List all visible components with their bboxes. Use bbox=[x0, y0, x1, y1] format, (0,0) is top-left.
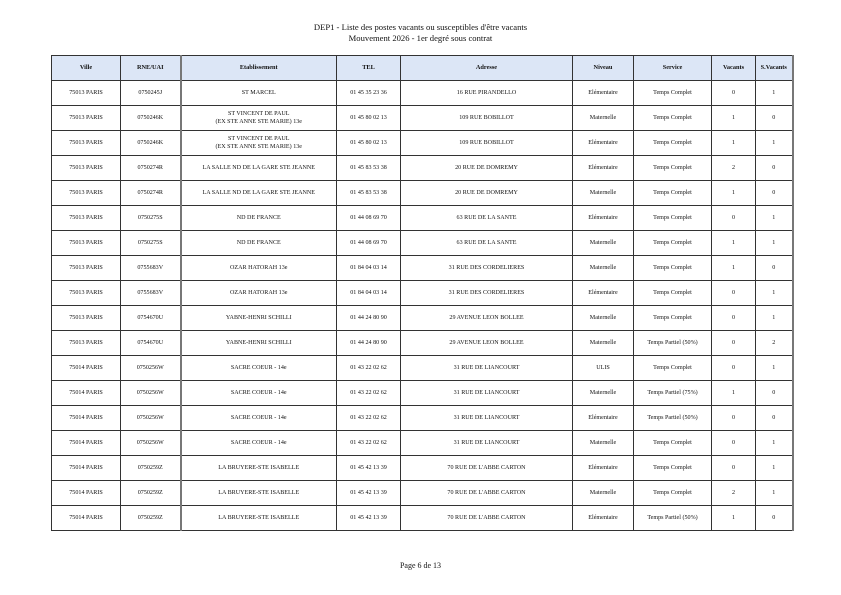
cell-adresse: 70 RUE DE L'ABBE CARTON bbox=[401, 456, 573, 481]
cell-vacants: 2 bbox=[712, 156, 756, 181]
cell-niveau: Elémentaire bbox=[573, 406, 634, 431]
cell-vacants: 1 bbox=[712, 506, 756, 531]
cell-service: Temps Complet bbox=[634, 131, 712, 156]
cell-etablissement bbox=[181, 356, 337, 381]
cell-adresse: 109 RUE BOBILLOT bbox=[401, 106, 573, 131]
cell-vacants: 2 bbox=[712, 481, 756, 506]
cell-rne: 0750259Z bbox=[121, 456, 181, 481]
cell-etablissement bbox=[181, 206, 337, 231]
cell-etablissement bbox=[181, 406, 337, 431]
cell-tel: 01 45 83 53 38 bbox=[337, 156, 401, 181]
cell-service: Temps Complet bbox=[634, 431, 712, 456]
cell-niveau: Maternelle bbox=[573, 106, 634, 131]
cell-rne: 0754670U bbox=[121, 306, 181, 331]
cell-rne: 0750256W bbox=[121, 406, 181, 431]
cell-ville: 75013 PARIS bbox=[52, 106, 121, 131]
table-row bbox=[52, 131, 793, 156]
table-row bbox=[52, 181, 793, 206]
cell-tel: 01 84 04 03 14 bbox=[337, 256, 401, 281]
etablissement-line: LA BRUYERE-STE ISABELLE bbox=[218, 465, 300, 471]
table-row bbox=[52, 256, 793, 281]
etablissement-line: SACRE COEUR - 14e bbox=[230, 390, 287, 396]
column-header-service: Service bbox=[634, 56, 712, 81]
cell-vacants: 1 bbox=[712, 181, 756, 206]
cell-service: Temps Complet bbox=[634, 306, 712, 331]
cell-svacants: 1 bbox=[756, 231, 793, 256]
cell-adresse: 31 RUE DE LIANCOURT bbox=[401, 356, 573, 381]
etablissement-line: (EX STE ANNE STE MARIE) 13e bbox=[215, 119, 302, 125]
cell-service: Temps Complet bbox=[634, 206, 712, 231]
cell-adresse: 63 RUE DE LA SANTE bbox=[401, 231, 573, 256]
column-header-niveau: Niveau bbox=[573, 56, 634, 81]
cell-tel: 01 43 22 02 62 bbox=[337, 431, 401, 456]
cell-etablissement bbox=[181, 306, 337, 331]
cell-niveau: Maternelle bbox=[573, 331, 634, 356]
cell-adresse: 31 RUE DE LIANCOURT bbox=[401, 431, 573, 456]
cell-niveau: Maternelle bbox=[573, 481, 634, 506]
etablissement-line: ST VINCENT DE PAUL bbox=[227, 136, 290, 142]
etablissement-line: OZAR HATORAH 13e bbox=[230, 290, 288, 296]
cell-rne: 0750246K bbox=[121, 106, 181, 131]
cell-ville: 75013 PARIS bbox=[52, 206, 121, 231]
cell-ville: 75014 PARIS bbox=[52, 456, 121, 481]
cell-rne: 0754670U bbox=[121, 331, 181, 356]
cell-etablissement bbox=[181, 381, 337, 406]
table-row bbox=[52, 281, 793, 306]
cell-ville: 75013 PARIS bbox=[52, 331, 121, 356]
cell-etablissement bbox=[181, 281, 337, 306]
etablissement-line: ST MARCEL bbox=[241, 90, 276, 96]
cell-vacants: 1 bbox=[712, 256, 756, 281]
cell-vacants: 1 bbox=[712, 381, 756, 406]
page-number: Page 6 de 13 bbox=[399, 561, 442, 570]
cell-tel: 01 43 22 02 62 bbox=[337, 381, 401, 406]
table-row bbox=[52, 356, 793, 381]
cell-rne: 0750245J bbox=[121, 81, 181, 106]
table-row bbox=[52, 481, 793, 506]
etablissement-line: YABNE-HENRI SCHILLI bbox=[225, 340, 292, 346]
cell-service: Temps Complet bbox=[634, 481, 712, 506]
cell-rne: 0755683V bbox=[121, 256, 181, 281]
cell-rne: 0750256W bbox=[121, 381, 181, 406]
cell-tel: 01 45 35 23 36 bbox=[337, 81, 401, 106]
cell-tel: 01 45 42 13 39 bbox=[337, 481, 401, 506]
cell-vacants: 0 bbox=[712, 456, 756, 481]
cell-etablissement bbox=[181, 106, 337, 131]
etablissement-line: SACRE COEUR - 14e bbox=[230, 415, 287, 421]
cell-rne: 0750274R bbox=[121, 156, 181, 181]
cell-ville: 75013 PARIS bbox=[52, 156, 121, 181]
table-row bbox=[52, 331, 793, 356]
cell-service: Temps Complet bbox=[634, 281, 712, 306]
cell-svacants: 0 bbox=[756, 106, 793, 131]
cell-niveau: Maternelle bbox=[573, 181, 634, 206]
etablissement-line: ND DE FRANCE bbox=[236, 240, 281, 246]
cell-vacants: 0 bbox=[712, 81, 756, 106]
vacancies-table bbox=[51, 55, 794, 531]
cell-adresse: 63 RUE DE LA SANTE bbox=[401, 206, 573, 231]
cell-niveau: Maternelle bbox=[573, 306, 634, 331]
cell-tel: 01 45 83 53 38 bbox=[337, 181, 401, 206]
cell-vacants: 0 bbox=[712, 331, 756, 356]
cell-adresse: 29 AVENUE LEON BOLLEE bbox=[401, 331, 573, 356]
cell-service: Temps Partiel (50%) bbox=[634, 506, 712, 531]
cell-adresse: 29 AVENUE LEON BOLLEE bbox=[401, 306, 573, 331]
cell-tel: 01 45 80 02 13 bbox=[337, 106, 401, 131]
cell-niveau: Maternelle bbox=[573, 431, 634, 456]
table-row bbox=[52, 106, 793, 131]
cell-niveau: Elémentaire bbox=[573, 81, 634, 106]
cell-niveau: Elémentaire bbox=[573, 456, 634, 481]
cell-niveau: Elémentaire bbox=[573, 131, 634, 156]
table-row bbox=[52, 431, 793, 456]
cell-svacants: 0 bbox=[756, 506, 793, 531]
cell-vacants: 0 bbox=[712, 306, 756, 331]
cell-adresse: 31 RUE DES CORDELIERES bbox=[401, 281, 573, 306]
cell-svacants: 1 bbox=[756, 81, 793, 106]
cell-adresse: 20 RUE DE DOMREMY bbox=[401, 181, 573, 206]
etablissement-line: LA BRUYERE-STE ISABELLE bbox=[218, 490, 300, 496]
cell-svacants: 1 bbox=[756, 281, 793, 306]
cell-service: Temps Complet bbox=[634, 456, 712, 481]
column-header-tel: TEL bbox=[337, 56, 401, 81]
cell-etablissement bbox=[181, 256, 337, 281]
cell-tel: 01 45 42 13 39 bbox=[337, 456, 401, 481]
cell-adresse: 31 RUE DE LIANCOURT bbox=[401, 406, 573, 431]
cell-ville: 75013 PARIS bbox=[52, 181, 121, 206]
table-row bbox=[52, 506, 793, 531]
cell-ville: 75014 PARIS bbox=[52, 356, 121, 381]
cell-ville: 75013 PARIS bbox=[52, 281, 121, 306]
etablissement-line: (EX STE ANNE STE MARIE) 13e bbox=[215, 144, 302, 150]
title-line-2: Mouvement 2026 - 1er degré sous contrat bbox=[348, 33, 493, 43]
cell-etablissement bbox=[181, 481, 337, 506]
cell-ville: 75014 PARIS bbox=[52, 381, 121, 406]
etablissement-line: LA SALLE ND DE LA GARE STE JEANNE bbox=[202, 165, 316, 171]
etablissement-line: ST VINCENT DE PAUL bbox=[227, 111, 290, 117]
cell-svacants: 1 bbox=[756, 456, 793, 481]
cell-svacants: 1 bbox=[756, 206, 793, 231]
table-row bbox=[52, 81, 793, 106]
cell-rne: 0750259Z bbox=[121, 481, 181, 506]
cell-service: Temps Partiel (50%) bbox=[634, 406, 712, 431]
cell-niveau: ULIS bbox=[573, 356, 634, 381]
cell-ville: 75014 PARIS bbox=[52, 406, 121, 431]
cell-rne: 0750274R bbox=[121, 181, 181, 206]
cell-svacants: 0 bbox=[756, 406, 793, 431]
table-row bbox=[52, 306, 793, 331]
table-row bbox=[52, 156, 793, 181]
cell-adresse: 109 RUE BOBILLOT bbox=[401, 131, 573, 156]
document-title bbox=[0, 22, 841, 44]
title-line-1: DEP1 - Liste des postes vacants ou susceptibles d'être vacants bbox=[313, 22, 528, 32]
cell-ville: 75014 PARIS bbox=[52, 481, 121, 506]
etablissement-line: ND DE FRANCE bbox=[236, 215, 281, 221]
cell-niveau: Elémentaire bbox=[573, 281, 634, 306]
cell-rne: 0750256W bbox=[121, 356, 181, 381]
cell-service: Temps Partiel (50%) bbox=[634, 331, 712, 356]
cell-vacants: 0 bbox=[712, 281, 756, 306]
cell-etablissement bbox=[181, 231, 337, 256]
table-row bbox=[52, 456, 793, 481]
cell-rne: 0750259Z bbox=[121, 506, 181, 531]
column-header-etablissement: Etablissement bbox=[181, 56, 337, 81]
cell-etablissement bbox=[181, 331, 337, 356]
cell-service: Temps Complet bbox=[634, 81, 712, 106]
cell-ville: 75013 PARIS bbox=[52, 306, 121, 331]
cell-tel: 01 45 80 02 13 bbox=[337, 131, 401, 156]
cell-adresse: 16 RUE PIRANDELLO bbox=[401, 81, 573, 106]
cell-rne: 0750246K bbox=[121, 131, 181, 156]
etablissement-line: SACRE COEUR - 14e bbox=[230, 440, 287, 446]
cell-adresse: 31 RUE DES CORDELIERES bbox=[401, 256, 573, 281]
table-header-row bbox=[52, 56, 793, 81]
cell-tel: 01 43 22 02 62 bbox=[337, 406, 401, 431]
etablissement-line: LA BRUYERE-STE ISABELLE bbox=[218, 515, 300, 521]
table-row bbox=[52, 206, 793, 231]
table-row bbox=[52, 231, 793, 256]
cell-svacants: 1 bbox=[756, 131, 793, 156]
column-header-adresse: Adresse bbox=[401, 56, 573, 81]
cell-niveau: Elémentaire bbox=[573, 156, 634, 181]
cell-svacants: 1 bbox=[756, 356, 793, 381]
cell-svacants: 0 bbox=[756, 181, 793, 206]
column-header-svacants: S.Vacants bbox=[756, 56, 793, 81]
cell-rne: 0750275S bbox=[121, 231, 181, 256]
cell-svacants: 1 bbox=[756, 431, 793, 456]
cell-service: Temps Complet bbox=[634, 181, 712, 206]
column-header-rne: RNE/UAI bbox=[121, 56, 181, 81]
cell-svacants: 0 bbox=[756, 381, 793, 406]
cell-niveau: Maternelle bbox=[573, 256, 634, 281]
cell-rne: 0755683V bbox=[121, 281, 181, 306]
cell-niveau: Elémentaire bbox=[573, 206, 634, 231]
cell-niveau: Maternelle bbox=[573, 231, 634, 256]
column-header-vacants: Vacants bbox=[712, 56, 756, 81]
table-body bbox=[52, 81, 793, 531]
cell-niveau: Elémentaire bbox=[573, 506, 634, 531]
cell-niveau: Maternelle bbox=[573, 381, 634, 406]
cell-adresse: 20 RUE DE DOMREMY bbox=[401, 156, 573, 181]
cell-ville: 75014 PARIS bbox=[52, 506, 121, 531]
cell-tel: 01 44 08 69 70 bbox=[337, 206, 401, 231]
cell-vacants: 0 bbox=[712, 206, 756, 231]
cell-svacants: 1 bbox=[756, 306, 793, 331]
cell-adresse: 31 RUE DE LIANCOURT bbox=[401, 381, 573, 406]
cell-tel: 01 84 04 03 14 bbox=[337, 281, 401, 306]
table-row bbox=[52, 381, 793, 406]
cell-service: Temps Complet bbox=[634, 106, 712, 131]
cell-service: Temps Complet bbox=[634, 356, 712, 381]
etablissement-line: YABNE-HENRI SCHILLI bbox=[225, 315, 292, 321]
cell-vacants: 0 bbox=[712, 356, 756, 381]
cell-ville: 75013 PARIS bbox=[52, 81, 121, 106]
cell-tel: 01 44 08 69 70 bbox=[337, 231, 401, 256]
cell-tel: 01 44 24 80 90 bbox=[337, 331, 401, 356]
cell-service: Temps Complet bbox=[634, 256, 712, 281]
etablissement-line: SACRE COEUR - 14e bbox=[230, 365, 287, 371]
cell-vacants: 0 bbox=[712, 406, 756, 431]
cell-svacants: 1 bbox=[756, 481, 793, 506]
cell-ville: 75014 PARIS bbox=[52, 431, 121, 456]
cell-vacants: 1 bbox=[712, 106, 756, 131]
cell-service: Temps Complet bbox=[634, 231, 712, 256]
cell-etablissement bbox=[181, 156, 337, 181]
etablissement-line: OZAR HATORAH 13e bbox=[230, 265, 288, 271]
cell-rne: 0750256W bbox=[121, 431, 181, 456]
cell-service: Temps Complet bbox=[634, 156, 712, 181]
cell-etablissement bbox=[181, 181, 337, 206]
cell-svacants: 0 bbox=[756, 156, 793, 181]
cell-svacants: 0 bbox=[756, 256, 793, 281]
cell-etablissement bbox=[181, 456, 337, 481]
cell-vacants: 1 bbox=[712, 131, 756, 156]
cell-rne: 0750275S bbox=[121, 206, 181, 231]
cell-etablissement bbox=[181, 506, 337, 531]
cell-vacants: 1 bbox=[712, 231, 756, 256]
cell-svacants: 2 bbox=[756, 331, 793, 356]
cell-tel: 01 44 24 80 90 bbox=[337, 306, 401, 331]
table-row bbox=[52, 406, 793, 431]
etablissement-line: LA SALLE ND DE LA GARE STE JEANNE bbox=[202, 190, 316, 196]
cell-ville: 75013 PARIS bbox=[52, 256, 121, 281]
cell-adresse: 70 RUE DE L'ABBE CARTON bbox=[401, 481, 573, 506]
cell-tel: 01 45 42 13 39 bbox=[337, 506, 401, 531]
cell-etablissement bbox=[181, 431, 337, 456]
cell-etablissement bbox=[181, 131, 337, 156]
cell-service: Temps Partiel (75%) bbox=[634, 381, 712, 406]
cell-etablissement bbox=[181, 81, 337, 106]
cell-tel: 01 43 22 02 62 bbox=[337, 356, 401, 381]
cell-adresse: 70 RUE DE L'ABBE CARTON bbox=[401, 506, 573, 531]
cell-ville: 75013 PARIS bbox=[52, 231, 121, 256]
cell-vacants: 0 bbox=[712, 431, 756, 456]
cell-ville: 75013 PARIS bbox=[52, 131, 121, 156]
column-header-ville: Ville bbox=[52, 56, 121, 81]
